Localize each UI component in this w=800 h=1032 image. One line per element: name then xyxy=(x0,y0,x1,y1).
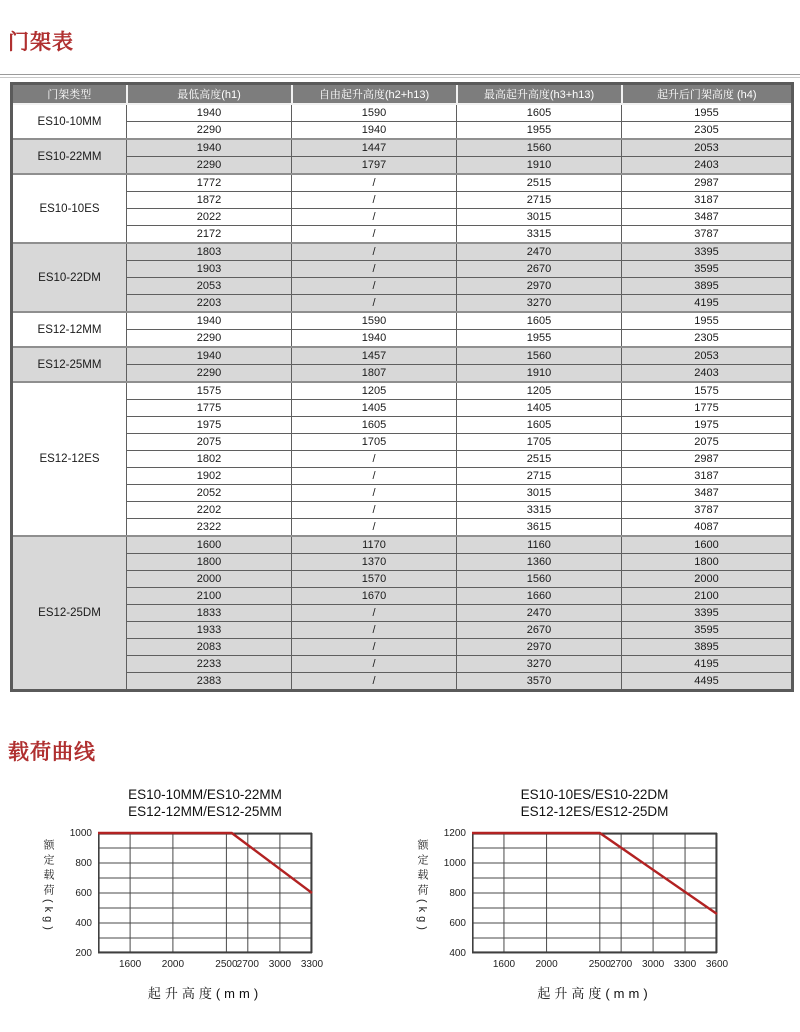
value-cell: / xyxy=(292,622,457,639)
value-cell: 1575 xyxy=(127,382,292,400)
value-cell: / xyxy=(292,278,457,295)
value-cell: / xyxy=(292,192,457,209)
column-header: 门架类型 xyxy=(12,84,127,105)
value-cell: 3487 xyxy=(622,485,793,502)
value-cell: / xyxy=(292,673,457,691)
value-cell: 3015 xyxy=(457,485,622,502)
table-row xyxy=(12,622,793,639)
value-cell: 3270 xyxy=(457,295,622,313)
value-cell: 3187 xyxy=(622,468,793,485)
model-cell: ES10-22MM xyxy=(12,139,127,174)
value-cell: 2075 xyxy=(622,434,793,451)
value-cell: / xyxy=(292,656,457,673)
y-axis-tick-label: 600 xyxy=(449,918,466,929)
value-cell: / xyxy=(292,226,457,244)
value-cell: / xyxy=(292,243,457,261)
table-row xyxy=(12,605,793,622)
value-cell: 3270 xyxy=(457,656,622,673)
value-cell: 2100 xyxy=(127,588,292,605)
value-cell: 1205 xyxy=(457,382,622,400)
table-row xyxy=(12,519,793,537)
value-cell: 2383 xyxy=(127,673,292,691)
value-cell: / xyxy=(292,261,457,278)
table-row xyxy=(12,365,793,383)
value-cell: 1940 xyxy=(127,312,292,330)
value-cell: 1405 xyxy=(457,400,622,417)
value-cell: 2053 xyxy=(127,278,292,295)
value-cell: 1660 xyxy=(457,588,622,605)
value-cell: 1933 xyxy=(127,622,292,639)
value-cell: 1910 xyxy=(457,365,622,383)
value-cell: 2515 xyxy=(457,174,622,192)
table-row xyxy=(12,673,793,691)
value-cell: 2052 xyxy=(127,485,292,502)
table-row xyxy=(12,330,793,348)
value-cell: 1605 xyxy=(457,312,622,330)
chart-title xyxy=(38,786,372,820)
value-cell: 1705 xyxy=(457,434,622,451)
value-cell: / xyxy=(292,468,457,485)
value-cell: 1605 xyxy=(457,417,622,434)
value-cell: 3787 xyxy=(622,502,793,519)
x-axis-tick-label: 1600 xyxy=(492,959,516,970)
value-cell: 3015 xyxy=(457,209,622,226)
x-axis-tick-label: 3000 xyxy=(641,959,665,970)
y-axis-tick-label: 800 xyxy=(449,888,466,899)
value-cell: 2970 xyxy=(457,639,622,656)
column-header: 自由起升高度(h2+h13) xyxy=(292,84,457,105)
value-cell: 1605 xyxy=(457,104,622,122)
table-row xyxy=(12,312,793,330)
value-cell: 4195 xyxy=(622,656,793,673)
load-curves-title: 载荷曲线 xyxy=(8,741,96,764)
x-axis-tick-label: 2700 xyxy=(236,959,259,970)
value-cell: 2715 xyxy=(457,468,622,485)
value-cell: / xyxy=(292,605,457,622)
value-cell: 1590 xyxy=(292,312,457,330)
value-cell: 2000 xyxy=(622,571,793,588)
table-row xyxy=(12,451,793,468)
chart-title-line: ES12-12MM/ES12-25MM xyxy=(128,804,282,819)
value-cell: 3187 xyxy=(622,192,793,209)
plot-area xyxy=(98,833,312,953)
table-row xyxy=(12,122,793,140)
value-cell: / xyxy=(292,519,457,537)
x-axis-tick-label: 1600 xyxy=(118,959,142,970)
load-curve-chart-mm-models xyxy=(0,778,400,1030)
value-cell: / xyxy=(292,209,457,226)
title-divider xyxy=(0,74,800,78)
value-cell: 1940 xyxy=(127,104,292,122)
x-axis-label: 起升高度(mm) xyxy=(537,986,652,1001)
table-row xyxy=(12,174,793,192)
value-cell: 3315 xyxy=(457,226,622,244)
value-cell: 1775 xyxy=(127,400,292,417)
value-cell: 1170 xyxy=(292,536,457,554)
table-row xyxy=(12,347,793,365)
value-cell: 2022 xyxy=(127,209,292,226)
table-row xyxy=(12,400,793,417)
value-cell: 1807 xyxy=(292,365,457,383)
value-cell: 2470 xyxy=(457,243,622,261)
value-cell: 2970 xyxy=(457,278,622,295)
value-cell: 1457 xyxy=(292,347,457,365)
value-cell: 2987 xyxy=(622,451,793,468)
value-cell: 3787 xyxy=(622,226,793,244)
table-header-row xyxy=(12,84,793,105)
x-axis-tick-label: 2000 xyxy=(161,959,185,970)
x-axis-tick-label: 3000 xyxy=(268,959,292,970)
value-cell: 3487 xyxy=(622,209,793,226)
x-axis-tick-label: 3300 xyxy=(300,959,324,970)
value-cell: / xyxy=(292,295,457,313)
chart-title xyxy=(412,786,777,820)
table-row xyxy=(12,588,793,605)
value-cell: 1872 xyxy=(127,192,292,209)
value-cell: 2305 xyxy=(622,122,793,140)
value-cell: 1360 xyxy=(457,554,622,571)
value-cell: 1575 xyxy=(622,382,793,400)
value-cell: 1955 xyxy=(457,122,622,140)
value-cell: 2203 xyxy=(127,295,292,313)
value-cell: 2290 xyxy=(127,330,292,348)
chart-title-line: ES12-12ES/ES12-25DM xyxy=(520,804,669,819)
value-cell: / xyxy=(292,451,457,468)
value-cell: 4495 xyxy=(622,673,793,691)
x-axis-tick-label: 3600 xyxy=(705,959,729,970)
value-cell: 2172 xyxy=(127,226,292,244)
x-axis-tick-label: 3300 xyxy=(673,959,697,970)
value-cell: 1940 xyxy=(127,347,292,365)
table-row xyxy=(12,261,793,278)
load-curve-chart-es-dm-models xyxy=(400,778,800,1030)
y-axis-tick-label: 600 xyxy=(75,888,92,899)
value-cell: 1955 xyxy=(457,330,622,348)
value-cell: 1370 xyxy=(292,554,457,571)
value-cell: 1955 xyxy=(622,104,793,122)
value-cell: 2403 xyxy=(622,365,793,383)
value-cell: 1833 xyxy=(127,605,292,622)
model-cell: ES10-22DM xyxy=(12,243,127,312)
model-cell: ES12-12ES xyxy=(12,382,127,536)
value-cell: 1560 xyxy=(457,139,622,157)
value-cell: 1955 xyxy=(622,312,793,330)
table-row xyxy=(12,104,793,122)
value-cell: 1940 xyxy=(127,139,292,157)
value-cell: 2305 xyxy=(622,330,793,348)
table-row xyxy=(12,656,793,673)
value-cell: 2000 xyxy=(127,571,292,588)
y-axis-tick-label: 800 xyxy=(75,858,92,869)
y-axis-label: 额定载荷(kg) xyxy=(42,839,54,934)
mast-table-title: 门架表 xyxy=(8,31,74,54)
value-cell: 2403 xyxy=(622,157,793,175)
y-axis-tick-label: 1000 xyxy=(443,858,466,869)
column-header: 起升后门架高度 (h4) xyxy=(622,84,793,105)
value-cell: 4195 xyxy=(622,295,793,313)
model-cell: ES10-10MM xyxy=(12,104,127,139)
table-row xyxy=(12,485,793,502)
value-cell: 3895 xyxy=(622,639,793,656)
value-cell: 2083 xyxy=(127,639,292,656)
value-cell: 2322 xyxy=(127,519,292,537)
value-cell: 2202 xyxy=(127,502,292,519)
chart-title-line: ES10-10ES/ES10-22DM xyxy=(520,787,669,802)
model-cell: ES12-12MM xyxy=(12,312,127,347)
x-axis-tick-label: 2500 xyxy=(215,959,238,970)
value-cell: 1405 xyxy=(292,400,457,417)
model-cell: ES10-10ES xyxy=(12,174,127,243)
column-header: 最高起升高度(h3+h13) xyxy=(457,84,622,105)
value-cell: 1670 xyxy=(292,588,457,605)
value-cell: 1902 xyxy=(127,468,292,485)
value-cell: 2075 xyxy=(127,434,292,451)
value-cell: 2670 xyxy=(457,622,622,639)
value-cell: 1803 xyxy=(127,243,292,261)
value-cell: 1910 xyxy=(457,157,622,175)
value-cell: 2515 xyxy=(457,451,622,468)
value-cell: 1800 xyxy=(622,554,793,571)
value-cell: 1600 xyxy=(127,536,292,554)
value-cell: 3570 xyxy=(457,673,622,691)
y-axis-tick-label: 400 xyxy=(449,948,466,959)
value-cell: 1903 xyxy=(127,261,292,278)
value-cell: 3395 xyxy=(622,243,793,261)
value-cell: 1797 xyxy=(292,157,457,175)
y-axis-tick-label: 1200 xyxy=(443,828,466,839)
table-row xyxy=(12,639,793,656)
plot-area xyxy=(472,833,717,953)
x-axis-tick-label: 2000 xyxy=(535,959,558,970)
value-cell: 3395 xyxy=(622,605,793,622)
x-axis-tick-label: 2700 xyxy=(610,959,633,970)
value-cell: 3315 xyxy=(457,502,622,519)
value-cell: 1802 xyxy=(127,451,292,468)
value-cell: 2715 xyxy=(457,192,622,209)
column-header: 最低高度(h1) xyxy=(127,84,292,105)
value-cell: 2470 xyxy=(457,605,622,622)
value-cell: 2290 xyxy=(127,157,292,175)
value-cell: 2290 xyxy=(127,122,292,140)
value-cell: 3615 xyxy=(457,519,622,537)
value-cell: 1590 xyxy=(292,104,457,122)
value-cell: 1975 xyxy=(622,417,793,434)
table-row xyxy=(12,468,793,485)
y-axis-tick-label: 200 xyxy=(75,948,92,959)
table-row xyxy=(12,295,793,313)
value-cell: 1800 xyxy=(127,554,292,571)
table-row xyxy=(12,382,793,400)
value-cell: 1705 xyxy=(292,434,457,451)
value-cell: / xyxy=(292,174,457,192)
value-cell: 1205 xyxy=(292,382,457,400)
table-row xyxy=(12,434,793,451)
value-cell: 2100 xyxy=(622,588,793,605)
value-cell: 2053 xyxy=(622,139,793,157)
y-axis-tick-label: 1000 xyxy=(69,828,92,839)
table-row xyxy=(12,502,793,519)
x-axis-label: 起升高度(mm) xyxy=(147,986,263,1001)
value-cell: 1940 xyxy=(292,330,457,348)
value-cell: 2290 xyxy=(127,365,292,383)
value-cell: 1605 xyxy=(292,417,457,434)
table-row xyxy=(12,554,793,571)
table-row xyxy=(12,209,793,226)
value-cell: / xyxy=(292,485,457,502)
value-cell: 1447 xyxy=(292,139,457,157)
value-cell: / xyxy=(292,639,457,656)
y-axis-tick-label: 400 xyxy=(75,918,92,929)
table-row xyxy=(12,571,793,588)
model-cell: ES12-25DM xyxy=(12,536,127,691)
value-cell: 1975 xyxy=(127,417,292,434)
value-cell: 2233 xyxy=(127,656,292,673)
mast-table xyxy=(10,82,794,692)
value-cell: 1600 xyxy=(622,536,793,554)
value-cell: / xyxy=(292,502,457,519)
table-row xyxy=(12,157,793,175)
table-row xyxy=(12,243,793,261)
load-curve-line xyxy=(472,833,717,914)
table-row xyxy=(12,536,793,554)
x-axis-tick-label: 2500 xyxy=(588,959,611,970)
table-row xyxy=(12,192,793,209)
value-cell: 3595 xyxy=(622,261,793,278)
value-cell: 2987 xyxy=(622,174,793,192)
value-cell: 1560 xyxy=(457,347,622,365)
value-cell: 1160 xyxy=(457,536,622,554)
chart-title-line: ES10-10MM/ES10-22MM xyxy=(128,787,282,802)
value-cell: 1570 xyxy=(292,571,457,588)
value-cell: 1560 xyxy=(457,571,622,588)
value-cell: 3595 xyxy=(622,622,793,639)
y-axis-label: 额定载荷(kg) xyxy=(416,839,428,934)
value-cell: 1772 xyxy=(127,174,292,192)
table-row xyxy=(12,278,793,295)
table-row xyxy=(12,417,793,434)
value-cell: 1775 xyxy=(622,400,793,417)
model-cell: ES12-25MM xyxy=(12,347,127,382)
value-cell: 4087 xyxy=(622,519,793,537)
table-row xyxy=(12,226,793,244)
value-cell: 3895 xyxy=(622,278,793,295)
value-cell: 2053 xyxy=(622,347,793,365)
table-row xyxy=(12,139,793,157)
value-cell: 2670 xyxy=(457,261,622,278)
value-cell: 1940 xyxy=(292,122,457,140)
